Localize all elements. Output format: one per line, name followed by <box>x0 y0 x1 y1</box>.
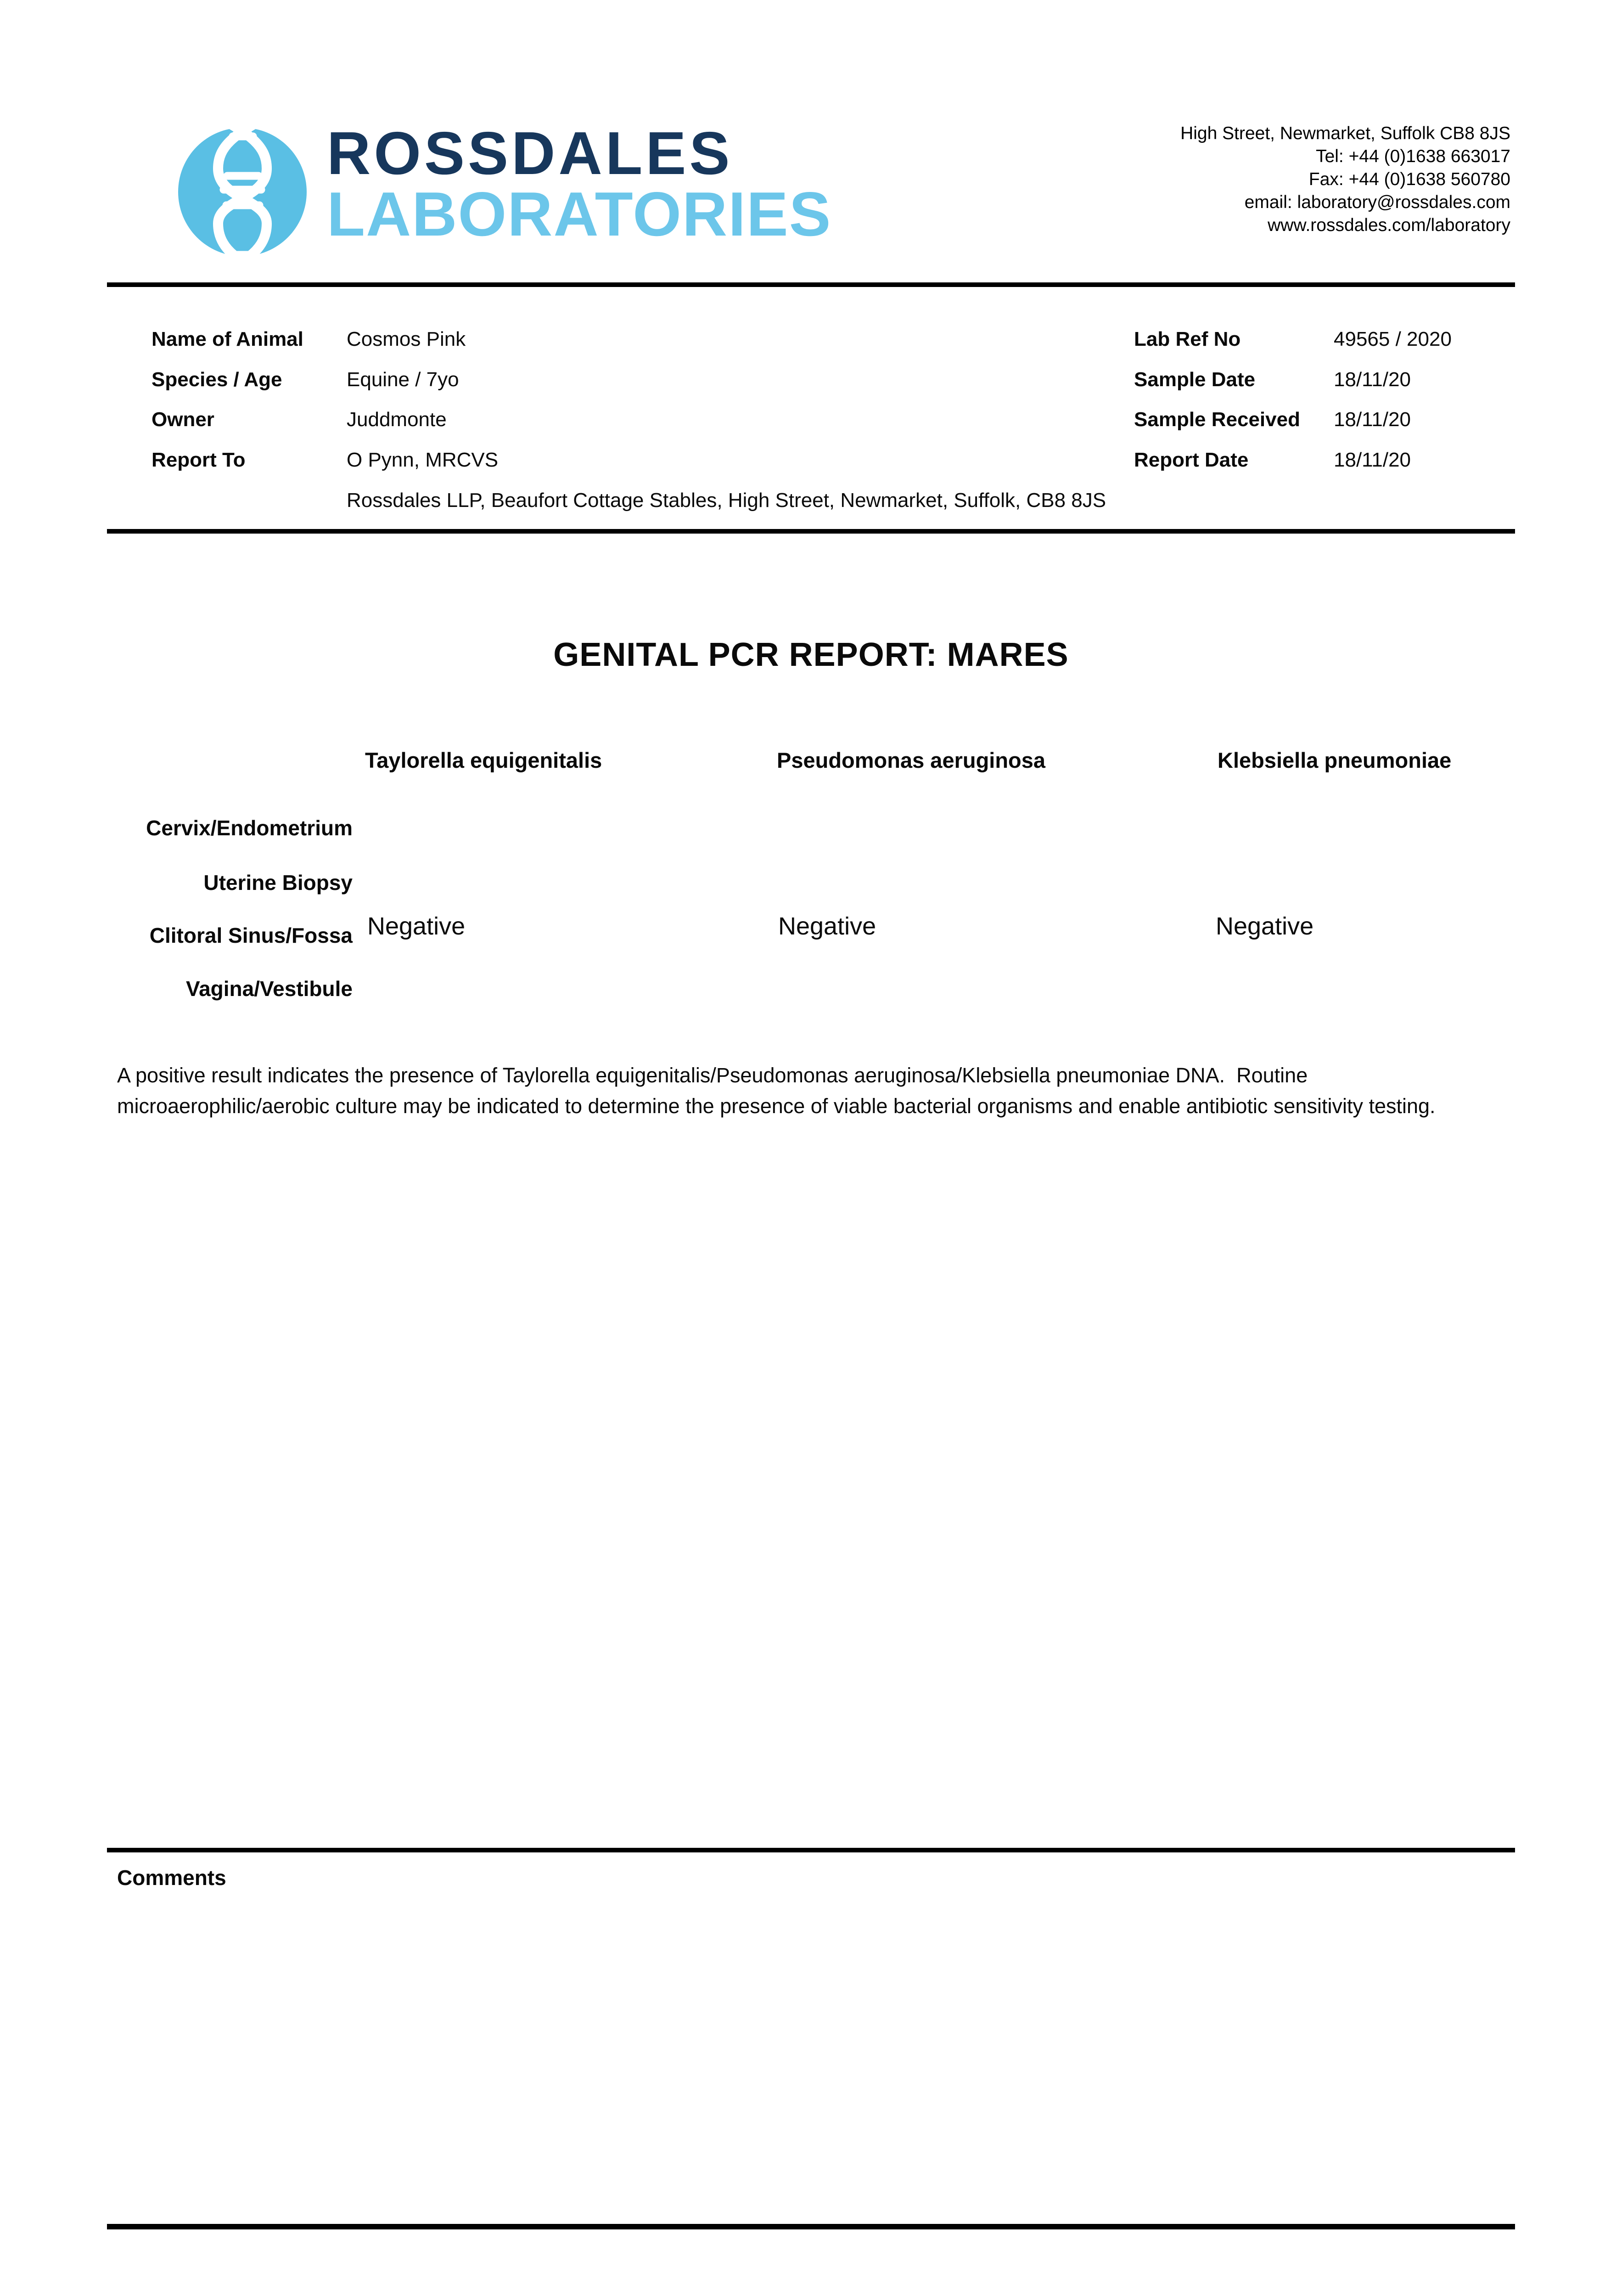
report-to-address: Rossdales LLP, Beaufort Cottage Stables, High Street, Newmarket, Suffolk, CB8 8JS <box>347 489 1106 512</box>
row-header-cervix-endometrium: Cervix/Endometrium <box>146 816 353 840</box>
page-title: GENITAL PCR REPORT: MARES <box>553 636 1069 673</box>
field-value: Cosmos Pink <box>347 328 466 350</box>
divider-footer <box>107 2224 1515 2229</box>
column-header-klebsiella: Klebsiella pneumoniae <box>1218 748 1452 772</box>
field-label: Sample Received <box>1134 408 1300 431</box>
brand-name-line1: ROSSDALES <box>327 119 733 187</box>
result-value: Negative <box>1216 912 1314 940</box>
case-detail-row <box>1134 407 1452 448</box>
column-header-taylorella: Taylorella equigenitalis <box>365 748 602 772</box>
contact-website: www.rossdales.com/laboratory <box>1268 215 1510 235</box>
field-value: Juddmonte <box>347 408 447 431</box>
field-value: 49565 / 2020 <box>1334 328 1452 350</box>
contact-block <box>1180 122 1510 237</box>
result-value: Negative <box>367 912 466 940</box>
interpretation-note: A positive result indicates the presence of Taylorella equigenitalis/Pseudomonas aeruginosa/Klebsiella pneumoniae DNA. Routine microaerophilic/aerobic culture may be indicated to determine the presence of viable bacterial organisms and enable antibiotic sensitivity testing. <box>117 1064 1436 1118</box>
field-value: O Pynn, MRCVS <box>347 448 499 471</box>
case-detail-row <box>152 367 498 408</box>
contact-fax: Fax: +44 (0)1638 560780 <box>1308 169 1510 189</box>
row-header-clitoral-sinus-fossa: Clitoral Sinus/Fossa <box>149 923 353 947</box>
case-detail-row <box>152 327 498 367</box>
divider-header <box>107 282 1515 287</box>
brand-name-line2: LABORATORIES <box>327 179 832 249</box>
field-value: 18/11/20 <box>1334 448 1411 471</box>
case-details-right <box>1134 327 1452 488</box>
divider-case-details <box>107 529 1515 534</box>
contact-tel: Tel: +44 (0)1638 663017 <box>1316 146 1510 166</box>
results-table <box>107 748 1515 1005</box>
case-detail-row <box>152 407 498 448</box>
field-label: Report Date <box>1134 448 1249 471</box>
result-value: Negative <box>778 912 876 940</box>
case-detail-row <box>1134 448 1452 488</box>
row-header-vagina-vestibule: Vagina/Vestibule <box>185 977 353 1001</box>
row-header-uterine-biopsy: Uterine Biopsy <box>203 871 353 895</box>
field-value: Equine / 7yo <box>347 368 459 391</box>
contact-address: High Street, Newmarket, Suffolk CB8 8JS <box>1180 124 1510 143</box>
case-detail-row <box>152 448 498 488</box>
field-value: 18/11/20 <box>1334 368 1411 391</box>
case-detail-row <box>1134 327 1452 367</box>
contact-email: email: laboratory@rossdales.com <box>1244 192 1510 212</box>
divider-comments <box>107 1848 1515 1852</box>
dna-helix-icon <box>176 117 309 273</box>
field-label: Owner <box>152 408 214 431</box>
field-label: Name of Animal <box>152 328 303 350</box>
case-detail-row <box>1134 367 1452 408</box>
field-label: Species / Age <box>152 368 282 391</box>
field-label: Lab Ref No <box>1134 328 1241 350</box>
comments-heading: Comments <box>117 1866 226 1890</box>
case-details-left <box>152 327 498 488</box>
field-value: 18/11/20 <box>1334 408 1411 431</box>
field-label: Sample Date <box>1134 368 1256 391</box>
rossdales-logo <box>176 117 309 273</box>
column-header-pseudomonas: Pseudomonas aeruginosa <box>777 748 1046 772</box>
field-label: Report To <box>152 448 246 471</box>
